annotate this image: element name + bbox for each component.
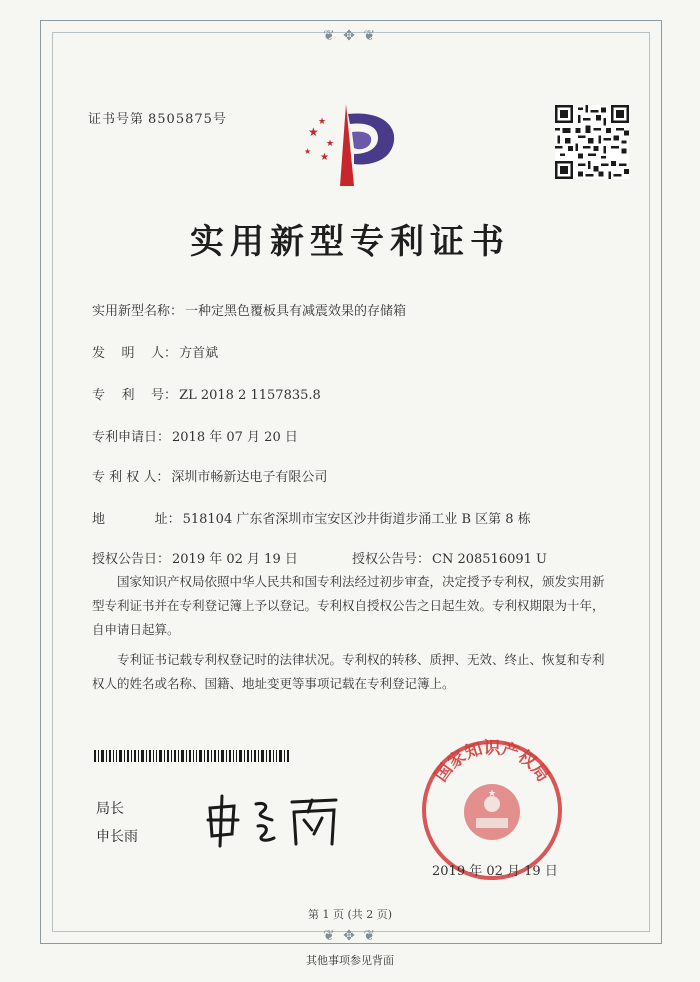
patent-number-value: ZL 2018 2 1157835.8 xyxy=(179,388,321,403)
filing-date-value: 2018 年 07 月 20 日 xyxy=(172,430,298,445)
top-ornament-icon: ❦ ✥ ❦ xyxy=(322,28,378,44)
certificate-number-value: 8505875号 xyxy=(148,112,227,127)
cnipa-emblem-icon xyxy=(296,96,406,196)
svg-text:★: ★ xyxy=(320,152,329,163)
svg-text:★: ★ xyxy=(487,789,497,799)
patent-number-row xyxy=(92,384,321,403)
utility-model-name-value: 一种定黑色覆板具有减震效果的存储箱 xyxy=(185,304,407,319)
bottom-ornament-icon: ❦ ✥ ❦ xyxy=(322,928,378,944)
director-name: 申长雨 xyxy=(96,829,138,845)
grant-date-value: 2019 年 02 月 19 日 xyxy=(172,552,298,567)
notice-paragraph-2: 专利证书记载专利权登记时的法律状况。专利权的转移、质押、无效、终止、恢复和专利权人的姓名或名称、国籍、地址变更等事项记载在专利登记簿上。 xyxy=(92,652,605,691)
notice-paragraph-1: 国家知识产权局依照中华人民共和国专利法经过初步审查，决定授予专利权，颁发实用新型专利证书并在专利登记簿上予以登记。专利权自授权公告之日起生效。专利权期限为十年，自申请日起算。 xyxy=(92,574,605,637)
utility-model-name-label: 实用新型名称： xyxy=(92,304,184,319)
certificate-title: 实用新型专利证书 xyxy=(190,222,510,262)
certificate-number xyxy=(84,108,227,127)
address-label: 地 址： xyxy=(92,512,181,527)
barcode-icon xyxy=(94,750,290,762)
notice-text xyxy=(92,570,612,696)
grant-date-label: 授权公告日： xyxy=(92,552,171,567)
svg-text:★: ★ xyxy=(318,117,327,127)
patentee-value: 深圳市畅新达电子有限公司 xyxy=(171,470,328,485)
inventor-row xyxy=(92,342,218,361)
address-row xyxy=(92,508,531,527)
patent-number-label: 专 利 号： xyxy=(92,388,178,403)
footer-note: 其他事项参见背面 xyxy=(306,954,394,967)
patentee-row xyxy=(92,466,327,485)
svg-text:★: ★ xyxy=(326,139,335,149)
seal-text: 国家知识产权局 xyxy=(431,738,553,786)
grant-date-row xyxy=(92,548,298,567)
filing-date-row xyxy=(92,426,298,445)
address-value: 518104 广东省深圳市宝安区沙井街道步涌工业 B 区第 8 栋 xyxy=(182,512,531,527)
utility-model-name-row xyxy=(92,300,406,319)
signature-icon xyxy=(200,790,350,850)
inventor-value: 方首斌 xyxy=(179,346,219,361)
grant-number-value: CN 208516091 U xyxy=(432,552,547,567)
filing-date-label: 专利申请日： xyxy=(92,430,171,445)
svg-text:★: ★ xyxy=(308,125,319,139)
seal-date: 2019 年 02 月 19 日 xyxy=(432,864,558,879)
grant-number-label: 授权公告号： xyxy=(352,552,431,567)
grant-number-row xyxy=(352,548,547,567)
certificate-number-label: 证书号第 xyxy=(88,112,145,127)
inventor-label: 发 明 人： xyxy=(92,346,178,361)
patentee-label: 专 利 权 人： xyxy=(92,470,170,485)
page-indicator: 第 1 页 (共 2 页) xyxy=(307,908,393,921)
svg-text:★: ★ xyxy=(304,147,312,156)
qr-code-icon xyxy=(555,105,629,179)
director-label: 局长 xyxy=(96,801,124,817)
svg-text:国家知识产权局 xyxy=(431,738,553,785)
